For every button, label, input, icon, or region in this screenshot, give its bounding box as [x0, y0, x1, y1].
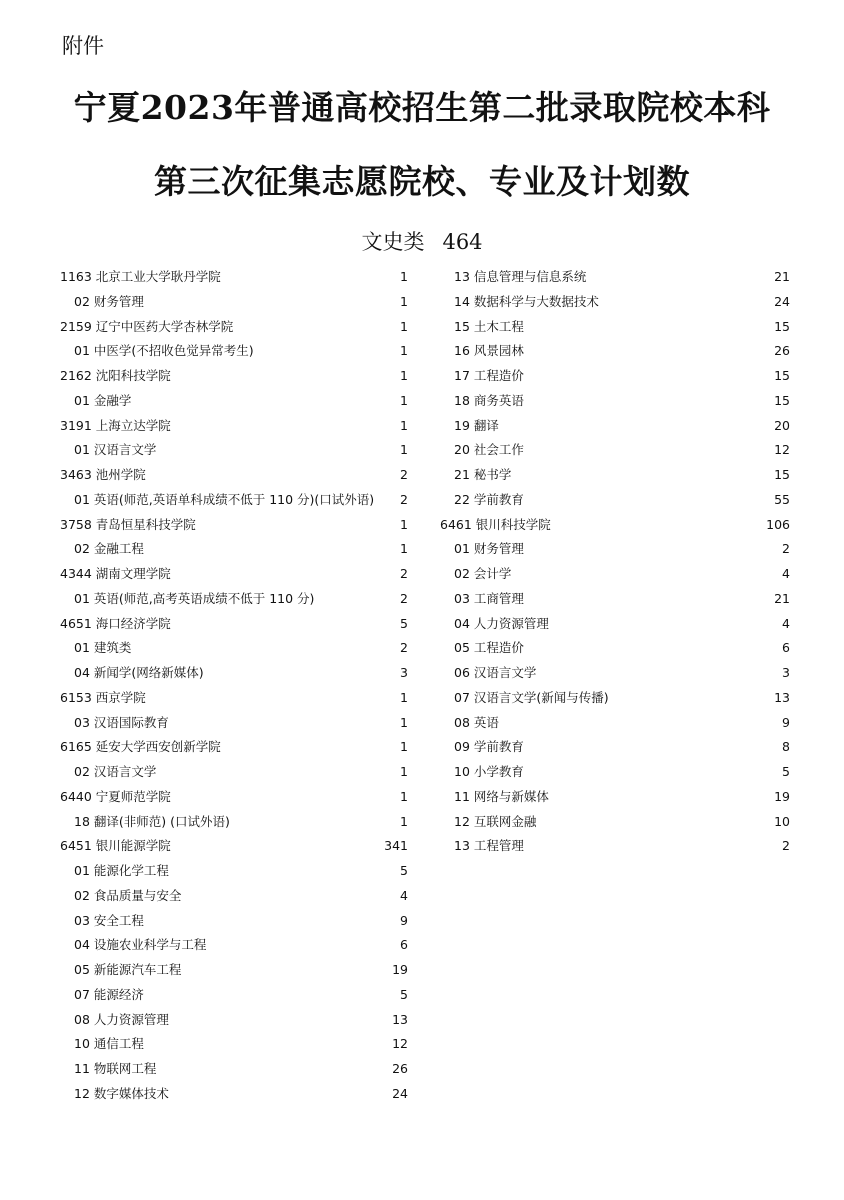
major-name: 13 工程管理: [454, 838, 524, 854]
plan-count: 1: [400, 392, 408, 408]
major-name: 04 设施农业科学与工程: [74, 937, 207, 953]
plan-count: 5: [400, 863, 408, 878]
major-name: 01 金融学: [74, 392, 132, 408]
school-row: [60, 686, 408, 711]
plan-count: 26: [392, 1061, 408, 1076]
plan-count: 15: [774, 368, 790, 383]
plan-count: 1: [400, 739, 408, 755]
major-row: [60, 983, 408, 1008]
major-row: [60, 1032, 408, 1057]
major-row: [60, 438, 408, 463]
major-row: [60, 587, 408, 612]
plan-count: 1: [400, 442, 408, 458]
major-name: 02 会计学: [454, 566, 512, 581]
major-row: [60, 909, 408, 934]
school-row: [60, 265, 408, 290]
plan-count: 1: [400, 417, 408, 433]
plan-count: 2: [400, 566, 408, 581]
major-name: 01 中医学(不招收色觉异常考生): [74, 343, 254, 359]
major-row: [440, 339, 790, 364]
school-row: [440, 513, 790, 538]
major-row: [440, 785, 790, 810]
major-row: [440, 389, 790, 414]
major-name: 03 工商管理: [454, 590, 524, 606]
plan-count: 8: [782, 739, 790, 755]
school-name: 4344 湖南文理学院: [60, 566, 171, 581]
plan-count: 12: [392, 1036, 408, 1052]
major-name: 17 工程造价: [454, 368, 524, 383]
plan-count: 1: [400, 764, 408, 779]
major-name: 09 学前教育: [454, 739, 524, 755]
plan-count: 5: [400, 615, 408, 631]
plan-count: 26: [774, 343, 790, 359]
major-name: 08 英语: [454, 714, 499, 730]
major-name: 08 人力资源管理: [74, 1011, 169, 1027]
major-name: 15 土木工程: [454, 318, 524, 334]
major-name: 10 通信工程: [74, 1036, 144, 1052]
major-row: [440, 810, 790, 835]
plan-count: 4: [782, 615, 790, 631]
major-name: 05 工程造价: [454, 640, 524, 656]
school-row: [60, 834, 408, 859]
major-row: [60, 1082, 408, 1107]
plan-count: 3: [782, 665, 790, 680]
school-row: [60, 612, 408, 637]
major-row: [60, 389, 408, 414]
major-row: [440, 612, 790, 637]
school-row: [60, 364, 408, 389]
plan-count: 19: [774, 788, 790, 804]
major-name: 21 秘书学: [454, 467, 512, 482]
school-name: 2162 沈阳科技学院: [60, 368, 171, 383]
plan-count: 13: [774, 689, 790, 705]
plan-count: 1: [400, 368, 408, 383]
major-name: 02 食品质量与安全: [74, 887, 182, 903]
major-row: [440, 488, 790, 513]
major-name: 06 汉语言文学: [454, 665, 537, 680]
major-row: [440, 686, 790, 711]
school-row: [60, 562, 408, 587]
major-row: [440, 711, 790, 736]
category-heading: [0, 226, 844, 256]
plan-count: 4: [782, 566, 790, 581]
major-name: 12 数字媒体技术: [74, 1085, 169, 1101]
major-row: [60, 760, 408, 785]
major-name: 01 建筑类: [74, 640, 132, 656]
plan-count: 1: [400, 293, 408, 309]
major-name: 01 能源化学工程: [74, 863, 169, 878]
major-row: [60, 290, 408, 315]
major-name: 11 网络与新媒体: [454, 788, 549, 804]
major-row: [440, 290, 790, 315]
school-row: [60, 785, 408, 810]
major-row: [440, 315, 790, 340]
major-row: [60, 933, 408, 958]
plan-count: 19: [392, 962, 408, 977]
plan-count: 341: [384, 838, 408, 854]
plan-count: 15: [774, 392, 790, 408]
major-row: [440, 537, 790, 562]
major-row: [60, 537, 408, 562]
plan-count: 2: [400, 491, 408, 507]
plan-count: 21: [774, 590, 790, 606]
category-name: 文史类: [361, 230, 425, 254]
major-name: 07 能源经济: [74, 986, 144, 1002]
major-name: 13 信息管理与信息系统: [454, 269, 587, 284]
plan-count: 13: [392, 1011, 408, 1027]
major-row: [60, 636, 408, 661]
major-row: [440, 834, 790, 859]
school-name: 4651 海口经济学院: [60, 615, 171, 631]
plan-count: 20: [774, 417, 790, 433]
major-name: 04 人力资源管理: [454, 615, 549, 631]
major-name: 01 英语(师范,英语单科成绩不低于 110 分)(口试外语): [74, 491, 375, 507]
major-name: 22 学前教育: [454, 491, 524, 507]
left-column-list: [60, 265, 408, 1107]
major-name: 02 汉语言文学: [74, 764, 157, 779]
document-title-line-1: 宁夏2023年普通高校招生第二批录取院校本科: [73, 88, 771, 127]
major-name: 11 物联网工程: [74, 1061, 157, 1076]
major-row: [60, 661, 408, 686]
major-name: 14 数据科学与大数据技术: [454, 293, 599, 309]
plan-count: 10: [774, 813, 790, 829]
document-title-line-2: 第三次征集志愿院校、专业及计划数: [154, 162, 690, 201]
school-row: [60, 315, 408, 340]
category-total: 464: [442, 230, 483, 254]
plan-count: 1: [400, 788, 408, 804]
school-name: 3191 上海立达学院: [60, 417, 171, 433]
major-row: [60, 1008, 408, 1033]
major-name: 03 安全工程: [74, 912, 144, 928]
major-name: 18 翻译(非师范) (口试外语): [74, 813, 230, 829]
major-row: [60, 884, 408, 909]
major-row: [60, 859, 408, 884]
school-name: 1163 北京工业大学耿丹学院: [60, 269, 221, 284]
major-row: [60, 711, 408, 736]
plan-count: 6: [400, 937, 408, 953]
major-name: 01 汉语言文学: [74, 442, 157, 458]
plan-count: 1: [400, 689, 408, 705]
plan-count: 2: [400, 640, 408, 656]
plan-count: 1: [400, 541, 408, 557]
major-name: 19 翻译: [454, 417, 499, 433]
school-name: 3758 青岛恒星科技学院: [60, 516, 196, 532]
major-name: 04 新闻学(网络新媒体): [74, 665, 204, 680]
major-row: [440, 760, 790, 785]
school-name: 6461 银川科技学院: [440, 516, 551, 532]
plan-count: 3: [400, 665, 408, 680]
plan-count: 1: [400, 269, 408, 284]
plan-count: 9: [782, 714, 790, 730]
major-row: [440, 636, 790, 661]
school-name: 3463 池州学院: [60, 467, 146, 482]
major-row: [440, 265, 790, 290]
major-name: 12 互联网金融: [454, 813, 537, 829]
plan-count: 5: [400, 986, 408, 1002]
school-name: 6153 西京学院: [60, 689, 146, 705]
major-name: 20 社会工作: [454, 442, 524, 458]
major-name: 07 汉语言文学(新闻与传播): [454, 689, 609, 705]
major-row: [60, 339, 408, 364]
school-row: [60, 513, 408, 538]
plan-count: 4: [400, 887, 408, 903]
school-name: 6451 银川能源学院: [60, 838, 171, 854]
school-name: 6165 延安大学西安创新学院: [60, 739, 221, 755]
major-row: [440, 463, 790, 488]
major-row: [440, 414, 790, 439]
major-name: 10 小学教育: [454, 764, 524, 779]
major-name: 01 财务管理: [454, 541, 524, 557]
major-name: 16 风景园林: [454, 343, 524, 359]
major-row: [60, 810, 408, 835]
plan-count: 106: [766, 516, 790, 532]
plan-count: 9: [400, 912, 408, 928]
major-name: 01 英语(师范,高考英语成绩不低于 110 分): [74, 590, 315, 606]
plan-count: 12: [774, 442, 790, 458]
major-row: [60, 958, 408, 983]
school-name: 2159 辽宁中医药大学杏林学院: [60, 318, 234, 334]
plan-count: 1: [400, 813, 408, 829]
school-row: [60, 463, 408, 488]
plan-count: 2: [400, 467, 408, 482]
major-row: [440, 735, 790, 760]
plan-count: 2: [400, 590, 408, 606]
plan-count: 1: [400, 318, 408, 334]
major-row: [440, 661, 790, 686]
plan-count: 24: [774, 293, 790, 309]
plan-count: 1: [400, 714, 408, 730]
school-row: [60, 414, 408, 439]
school-row: [60, 735, 408, 760]
plan-count: 2: [782, 541, 790, 557]
right-column-list: [440, 265, 790, 859]
plan-count: 5: [782, 764, 790, 779]
plan-count: 55: [774, 491, 790, 507]
major-row: [440, 438, 790, 463]
major-row: [440, 587, 790, 612]
major-name: 05 新能源汽车工程: [74, 962, 182, 977]
major-name: 02 金融工程: [74, 541, 144, 557]
major-row: [60, 1057, 408, 1082]
plan-count: 1: [400, 343, 408, 359]
major-row: [440, 562, 790, 587]
major-row: [60, 488, 408, 513]
attachment-label: 附件: [62, 34, 104, 58]
plan-count: 15: [774, 467, 790, 482]
plan-count: 15: [774, 318, 790, 334]
plan-count: 1: [400, 516, 408, 532]
plan-count: 6: [782, 640, 790, 656]
plan-count: 21: [774, 269, 790, 284]
major-row: [440, 364, 790, 389]
school-name: 6440 宁夏师范学院: [60, 788, 171, 804]
plan-count: 2: [782, 838, 790, 854]
major-name: 03 汉语国际教育: [74, 714, 169, 730]
major-name: 02 财务管理: [74, 293, 144, 309]
plan-count: 24: [392, 1085, 408, 1101]
major-name: 18 商务英语: [454, 392, 524, 408]
